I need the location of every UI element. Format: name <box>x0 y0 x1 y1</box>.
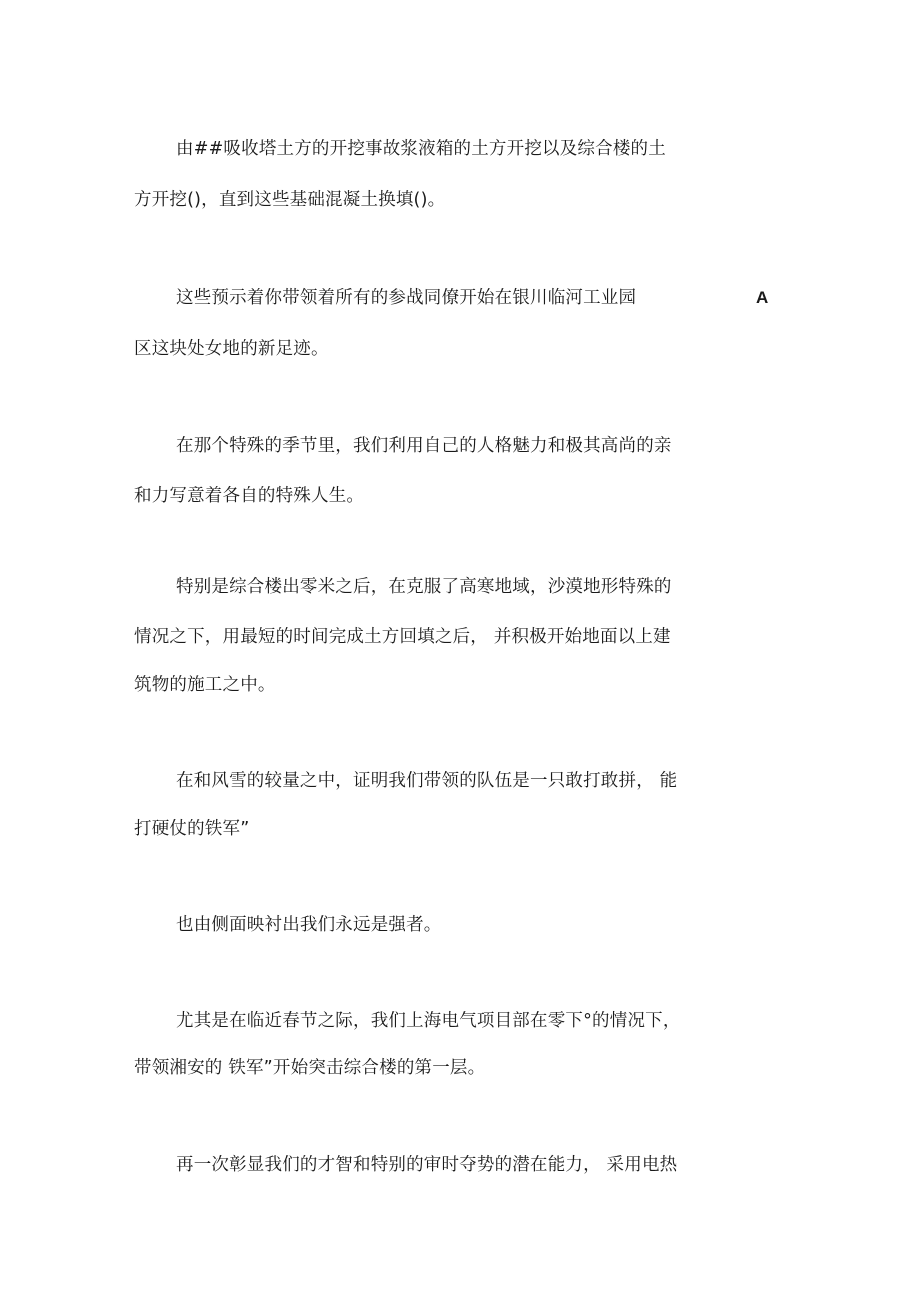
paragraph-8-line-1: 再一次彰显我们的才智和特别的审时夺势的潜在能力， 采用电热 <box>176 1155 678 1175</box>
paragraph-4-line-2: 情况之下，用最短的时间完成土方回填之后， 并积极开始地面以上建 <box>134 627 671 647</box>
paragraph-1-line-1: 由##吸收塔土方的开挖事故浆液箱的土方开挖以及综合楼的土 <box>176 139 666 159</box>
paragraph-7-line-1: 尤其是在临近春节之际，我们上海电气项目部在零下°的情况下， <box>176 1011 681 1031</box>
paragraph-2-line-1: 这些预示着你带领着所有的参战同僚开始在银川临河工业园 <box>176 288 637 308</box>
paragraph-4-line-3: 筑物的施工之中。 <box>134 675 276 695</box>
paragraph-2-line-2: 区这块处女地的新足迹。 <box>134 339 329 359</box>
paragraph-5-line-1: 在和风雪的较量之中，证明我们带领的队伍是一只敢打敢拼， 能 <box>176 771 678 791</box>
paragraph-4-line-1: 特别是综合楼出零米之后，在克服了高寒地域，沙漠地形特殊的 <box>176 577 672 597</box>
paragraph-7-line-2: 带领湘安的 铁军”开始突击综合楼的第一层。 <box>134 1058 486 1078</box>
paragraph-1-line-2: 方开挖()，直到这些基础混凝土换填()。 <box>134 190 446 210</box>
paragraph-3-line-2: 和力写意着各自的特殊人生。 <box>134 486 365 506</box>
margin-marker: A <box>756 288 769 307</box>
paragraph-3-line-1: 在那个特殊的季节里，我们利用自己的人格魅力和极其高尚的亲 <box>176 436 672 456</box>
paragraph-6-line-1: 也由侧面映衬出我们永远是强者。 <box>176 915 442 935</box>
paragraph-5-line-2: 打硬仗的铁军” <box>134 819 250 839</box>
